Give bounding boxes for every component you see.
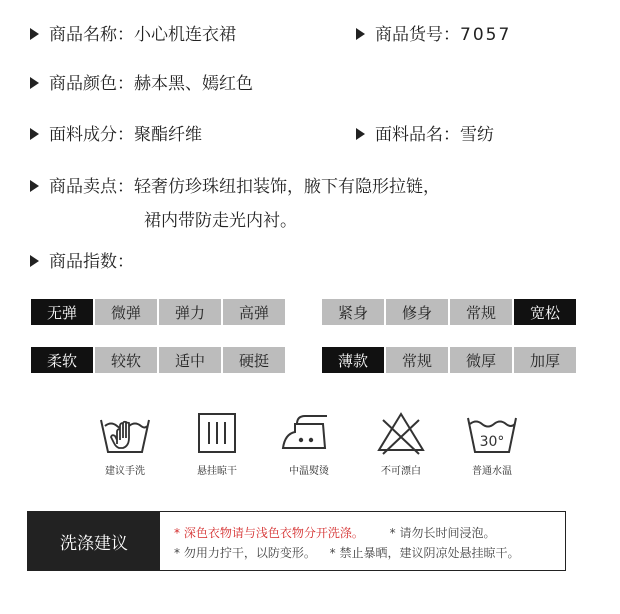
thickness-chip: 常规 [386, 347, 448, 373]
softness-chip: 适中 [159, 347, 221, 373]
thickness-chip: 微厚 [450, 347, 512, 373]
fabric-label: 面料品名： [375, 125, 460, 145]
bullet-arrow-icon [30, 128, 39, 140]
thickness-chip: 薄款 [322, 347, 384, 373]
info-row-color [30, 73, 253, 95]
index-label: 商品指数： [49, 252, 134, 272]
bullet-arrow-icon [30, 77, 39, 89]
elasticity-chip: 无弹 [31, 299, 93, 325]
wash-title: 洗涤建议 [28, 512, 160, 570]
color-label: 商品颜色： [49, 74, 134, 94]
care-label: 中温熨烫 [289, 466, 329, 477]
bullet-arrow-icon [30, 255, 39, 267]
wash-temp: 30° [479, 434, 505, 450]
hang-dry-icon [187, 410, 247, 456]
care-label: 建议手洗 [105, 466, 145, 477]
info-row-code [356, 24, 511, 46]
fabric-value: 雪纺 [460, 125, 494, 145]
wash-tip: * 禁止暴晒，建议阴凉处悬挂晾干。 [329, 546, 520, 560]
hand-wash-icon [95, 410, 155, 456]
info-row-material [30, 124, 202, 146]
wash-30-icon [462, 410, 522, 456]
name-label: 商品名称： [49, 25, 134, 45]
bullet-arrow-icon [356, 28, 365, 40]
care-hang-dry [177, 410, 257, 477]
selling-line2: 裙内带防走光内衬。 [144, 211, 297, 231]
bullet-arrow-icon [356, 128, 365, 140]
elasticity-chip: 高弹 [223, 299, 285, 325]
wash-tip-red: * 深色衣物请与浅色衣物分开洗涤。 [174, 526, 364, 540]
wash-line-2 [174, 544, 519, 561]
care-wash-30 [452, 410, 532, 477]
care-label: 不可漂白 [381, 466, 421, 477]
info-row-fabric [356, 124, 494, 146]
thickness-chip: 加厚 [514, 347, 576, 373]
bullet-arrow-icon [30, 28, 39, 40]
care-label: 普通水温 [472, 466, 512, 477]
color-value: 赫本黑、嫣红色 [134, 74, 253, 94]
fit-chip: 常规 [450, 299, 512, 325]
material-label: 面料成分： [49, 125, 134, 145]
iron-medium-icon [279, 410, 339, 456]
no-bleach-icon [371, 410, 431, 456]
elasticity-scale [31, 299, 285, 325]
fit-chip: 修身 [386, 299, 448, 325]
thickness-scale [322, 347, 576, 373]
fit-chip: 宽松 [514, 299, 576, 325]
code-value: 7057 [460, 25, 512, 45]
info-row-index [30, 251, 134, 273]
care-label: 悬挂晾干 [197, 466, 237, 477]
info-row-selling [30, 176, 440, 198]
wash-tip: * 勿用力拧干，以防变形。 [174, 546, 316, 560]
wash-tip: * 请勿长时间浸泡。 [389, 526, 496, 540]
softness-chip: 较软 [95, 347, 157, 373]
bullet-arrow-icon [30, 180, 39, 192]
care-hand-wash [85, 410, 165, 477]
wash-advice-box [27, 511, 566, 571]
elasticity-chip: 微弹 [95, 299, 157, 325]
elasticity-chip: 弹力 [159, 299, 221, 325]
selling-label: 商品卖点： [49, 177, 134, 197]
softness-chip: 柔软 [31, 347, 93, 373]
material-value: 聚酯纤维 [134, 125, 202, 145]
care-iron [269, 410, 349, 477]
fit-chip: 紧身 [322, 299, 384, 325]
selling-line1: 轻奢仿珍珠纽扣装饰，腋下有隐形拉链， [134, 177, 440, 197]
info-row-name [30, 24, 236, 46]
wash-line-1 [174, 524, 495, 541]
softness-chip: 硬挺 [223, 347, 285, 373]
softness-scale [31, 347, 285, 373]
name-value: 小心机连衣裙 [134, 25, 236, 45]
care-no-bleach [361, 410, 441, 477]
fit-scale [322, 299, 576, 325]
code-label: 商品货号： [375, 25, 460, 45]
